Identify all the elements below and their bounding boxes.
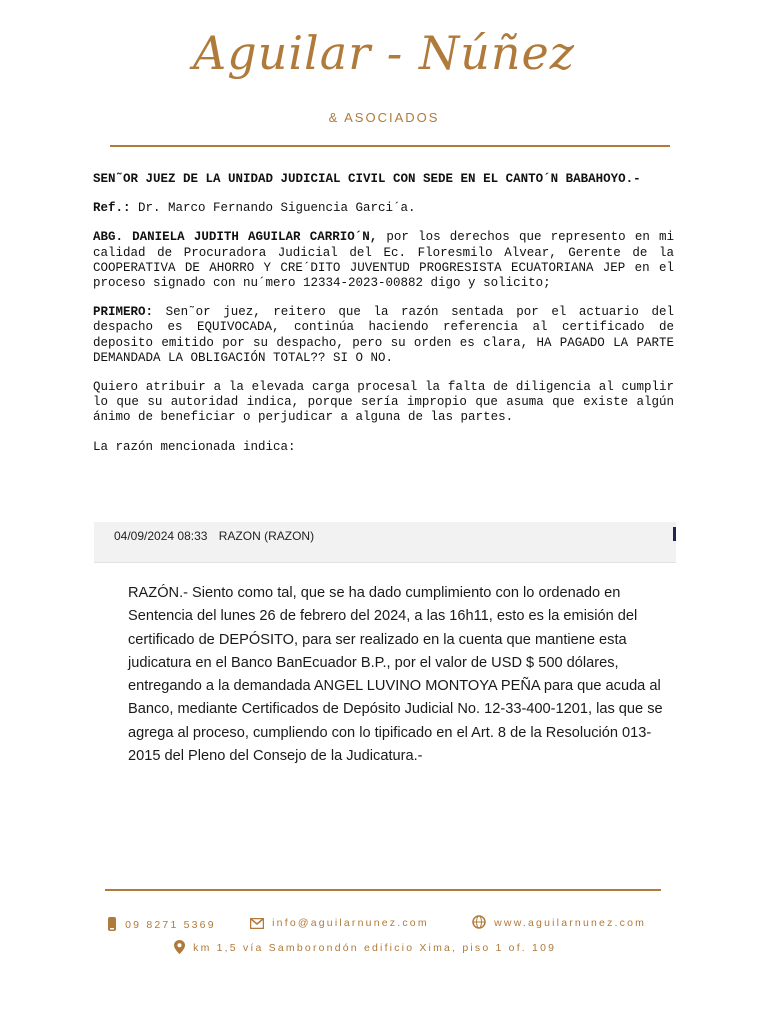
footer-website[interactable]: [472, 915, 646, 929]
razon-body-text: RAZÓN.- Siento como tal, que se ha dado cumplimiento con lo ordenado en Sentencia del lunes 26 de febrero del 2024, a las 16h11, esto es la emisión del certificado de DEPÓSITO, para ser realizado en la cuenta que mantiene esta judicatura en el Banco BanEcuador B.P., por el valor de USD $ 500 dólares, entregando a la demandada ANGEL LUVINO MONTOYA PEÑA para que acuda al Banco, mediante Certificados de Depósito Judicial No. 12-33-400-1201, las que se agrega al proceso, cumpliendo con lo tipificado en el Art. 8 de la Resolución 013-2015 del Pleno del Consejo de la Judicatura.-: [128, 585, 663, 765]
razon-timestamp: 04/09/2024 08:33: [114, 529, 208, 543]
intro-text: por los derechos que represento en mi calidad de Procuradora Judicial del Ec. Floresmilo Alvear, Gerente de la COOPERATIVA DE AHORRO Y CRE´DITO JUVENTUD PROGRESISTA ECUATORIANA JEP en el proceso signado con nu´mero 12334-2023-00882 digo y solicito;: [93, 230, 675, 291]
phone-icon: [107, 917, 117, 931]
firm-logo-subtitle: & ASOCIADOS: [328, 110, 440, 125]
scroll-marker: [673, 527, 676, 541]
email-text: info@aguilarnunez.com: [272, 917, 429, 929]
razon-intro-paragraph: La razón mencionada indica:: [93, 439, 296, 454]
intro-paragraph: [93, 230, 674, 291]
primero-paragraph: [93, 305, 674, 366]
location-pin-icon: [174, 940, 185, 954]
address-text: SEN˜OR JUEZ DE LA UNIDAD JUDICIAL CIVIL CON SEDE EN EL CANTO´N BABAHOYO.-: [93, 172, 641, 186]
footer-email[interactable]: [250, 917, 429, 929]
footer-address: [174, 940, 556, 954]
address-line: [93, 172, 674, 187]
mail-icon: [250, 918, 264, 929]
address-text: km 1,5 vía Samborondón edificio Xima, piso 1 of. 109: [193, 942, 557, 954]
globe-icon: [472, 915, 486, 929]
razon-header-bar: [94, 522, 676, 563]
letter-body: [93, 172, 674, 469]
letterhead: [0, 0, 768, 150]
footer-divider: [105, 889, 661, 891]
razon-header-text: [114, 529, 322, 543]
reference-line: [93, 201, 674, 216]
ref-label: Ref.:: [93, 201, 131, 216]
footer-phone: [107, 917, 216, 931]
primero-text: Sen˜or juez, reitero que la razón sentada por el actuario del despacho es EQUIVOCADA, continúa haciendo referencia al certificado de deposito emitido por su despacho, pero su orden es clara, HA PAGADO LA PARTE DEMANDADA LA OBLIGACIÓN TOTAL?? SI O NO.: [93, 305, 674, 365]
header-divider: [110, 145, 670, 147]
phone-text: 09 8271 5369: [125, 919, 216, 931]
embedded-razon-screenshot: [94, 522, 676, 766]
firm-logo-name: Aguilar - Núñez: [193, 26, 575, 80]
primero-label: PRIMERO:: [93, 305, 154, 320]
ref-text: Dr. Marco Fernando Siguencia Garci´a.: [130, 201, 416, 216]
razon-header-label: RAZON (RAZON): [218, 529, 315, 543]
website-text: www.aguilarnunez.com: [494, 917, 647, 929]
quiero-paragraph: Quiero atribuir a la elevada carga procesal la falta de diligencia al cumplir lo que su autoridad indica, porque sería impropio que asuma que existe algún ánimo de beneficiar o perjudicar a alguna de las partes.: [93, 380, 674, 425]
intro-name: ABG. DANIELA JUDITH AGUILAR CARRIO´N,: [93, 230, 378, 245]
